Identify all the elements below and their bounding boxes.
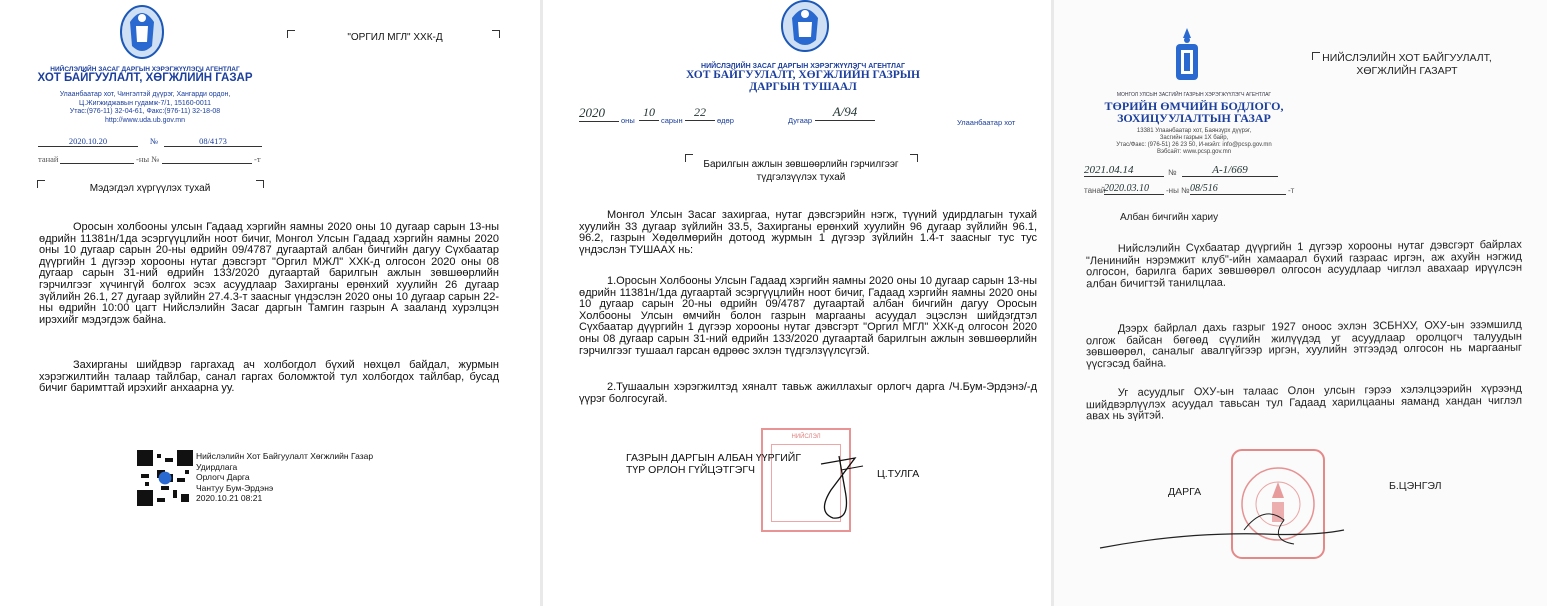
ref-label: танай <box>1084 186 1106 195</box>
number-label: Дугаар <box>788 116 813 125</box>
address-line: Утас:(976-11) 32-04-61, Факс:(976-11) 32-18-08 <box>69 108 221 115</box>
subject-line: Барилгын ажлын зөвшөөрлийн гэрчилгээг <box>703 159 899 170</box>
recipient-line: НИЙСЛЭЛИЙН ХОТ БАЙГУУЛАЛТ, <box>1322 52 1492 64</box>
address-line: Засгийн газрын 1Х байр, <box>1159 135 1229 141</box>
city-emblem-icon <box>118 2 166 60</box>
sig-line: Удирдлага <box>196 461 238 472</box>
doc-date: 2020.10.20 <box>38 136 138 147</box>
stamp-text: НИЙСЛЭЛ <box>791 434 821 440</box>
day-label: өдөр <box>717 116 734 125</box>
order-year: 2020 <box>579 105 619 122</box>
reg-line <box>38 136 264 147</box>
e-signature-block <box>196 451 373 504</box>
sig-line: 2020.10.21 08:21 <box>196 493 263 504</box>
address-line: Улаанбаатар хот, Чингэлтэй дүүрэг, Хангарди ордон, <box>59 91 231 98</box>
signer-title: ДАРГА <box>1168 486 1202 498</box>
number-label: № <box>150 136 159 146</box>
body-paragraph-2: Захирганы шийдвэр гаргахад ач холбогдол бүхий нөхцөл байдал, журмын хэрэгжилтийн талаар тайлбар, санал гаргах боломжтой тул холбогдох тайлбар, бусад бичиг баримттай ирэхийг анхаарна уу. <box>39 359 499 395</box>
number-label: № <box>1168 168 1177 177</box>
national-emblem-icon <box>1170 26 1204 84</box>
subject: Мэдэгдэл хүргүүлэх тухай <box>89 183 211 194</box>
body-paragraph-3: Уг асуудлыг ОХУ-ын талаас Олон улсын гэрээ хэлэлцээрийн хүрээнд шийдвэрлүүлэх асуудал тавьсан тул Гадаад харилцааны яаманд хандан чиглэл авах нь зүйтэй. <box>1085 382 1523 423</box>
ministry-small-label: МОНГОЛ УЛСЫН ЗАСГИЙН ГАЗРЫН ХЭРЭГЖҮҮЛЭГЧ АГЕНТЛАГ <box>1116 92 1272 98</box>
reg-line <box>1084 164 1294 178</box>
signer-title-line: ТҮР ОРЛОН ГҮЙЦЭТГЭГЧ <box>626 464 756 476</box>
doc-number: 08/4173 <box>164 136 262 147</box>
ref-date: 2020.03.10 <box>1104 183 1164 195</box>
signer-title <box>626 452 801 476</box>
year-label: оны <box>621 116 635 125</box>
recipient: "ОРГИЛ МГЛ" ХХК-Д <box>347 32 443 43</box>
signer-name: Б.ЦЭНГЭЛ <box>1389 480 1442 492</box>
signer-title-line: ГАЗРЫН ДАРГЫН АЛБАН ҮҮРГИЙГ <box>626 452 802 464</box>
ref-number-blank <box>162 154 252 164</box>
ref-number: 08/516 <box>1190 183 1286 195</box>
agency-title-line: ТӨРИЙН ӨМЧИЙН БОДЛОГО, <box>1104 99 1284 113</box>
address-line: Вэбсайт: www.pcsp.gov.mn <box>1156 149 1232 155</box>
address-line: Утас/Факс: (976-51) 26 23 50, И-мэйл: info@pcsp.gov.mn <box>1116 142 1272 148</box>
agency-title: ХОТ БАЙГУУЛАЛТ, ХӨГЖЛИЙН ГАЗАР <box>37 72 253 84</box>
document-page-3 <box>1054 0 1547 606</box>
address-line: Ц.Жигжиджавын гудамж-7/1, 15160-0011 <box>79 99 211 107</box>
address-line: http://www.uda.ub.gov.mn <box>104 116 186 124</box>
order-heading: ДАРГЫН ТУШААЛ <box>749 81 857 93</box>
ref-number-label: -ны № <box>1166 186 1190 195</box>
recipient <box>1312 52 1502 78</box>
sig-line: Нийслэлийн Хот Байгуулалт Хөгжлийн Газар <box>196 451 374 461</box>
ref-suffix: -т <box>1288 186 1295 195</box>
city-emblem-icon <box>779 0 831 54</box>
order-item-2: 2.Тушаалын хэрэгжилтэд хяналт тавьж ажиллахыг орлогч дарга /Ч.Бум-Эрдэнэ/-д үүрэг болгосугай. <box>579 381 1037 405</box>
document-page-2 <box>543 0 1051 606</box>
ref-number-label: -ны № <box>136 154 160 164</box>
order-preamble: Монгол Улсын Засаг захиргаа, нутаг дэвсгэрийн нэгж, түүний удирдлагын тухай хуулийн 33 дугаар зүйлийн 33.5, Захирганы ерөнхий хуулийн 96 дугаар зүйлийн 96.1, 96.2, газрын Хөдөлмөрийн дотоод журмын 1 дүгээр зүйлийн 1.4-т заасныг тус тус үндэслэн ТУШААХ нь: <box>579 209 1037 256</box>
order-date-line <box>579 104 1049 128</box>
ref-date-blank <box>60 154 134 164</box>
ref-line <box>38 154 264 165</box>
subject: Албан бичгийн хариу <box>1120 212 1219 223</box>
handwritten-signature <box>811 450 871 524</box>
sig-line: Чантуу Бум-Эрдэнэ <box>196 482 274 493</box>
doc-number: А-1/669 <box>1182 164 1278 177</box>
signer-name: Ц.ТУЛГА <box>877 468 920 480</box>
body-paragraph-1: Оросын холбооны улсын Гадаад хэргийн яамны 2020 оны 10 дугаар сарын 13-ны өдрийн 11381н/1да эсэргүүцлийн ноот бичиг, Монгол Улсын Гадаад хэргийн яамны 2020 оны 10 дугаар сарын 20-ны өдрийн 09/4787 дугаартай албан бичгийн дагуу Сүхбаатар дүүргийн 1 дүгээр хорооны нутаг дэвсгэрт "Оргил МЖЛ" ХХК-д олгосон 2020 оны 08 дугаар сарын 31-ний өдрийн 133/2020 дугаартай барилгын ажлын зөвшөөрлийн гэрчилгээг хүчингүй болгох эсэх асуудлаар Захирганы ерөнхий хуулийн 26 дугаар зүйлийн 26.1, 27 дугаар зүйлийн 27.4.3-т заасныг үндэслэн 2020 оны 10 дугаар сарын 22-ны өдрийн 10:00 цагт Нийслэлийн Засаг даргын Тамгин газрын А зааланд хурэлцэн ирэхийг мэдэгдэж байна. <box>39 221 499 326</box>
agency-title-line: ЗОХИЦУУЛАЛТЫН ГАЗАР <box>1117 111 1271 125</box>
order-subject <box>683 158 919 184</box>
subject-line: түдгэлзүүлэх тухай <box>756 172 846 183</box>
address-line: 13381 Улаанбаатар хот, Баянзүрх дүүрэг, <box>1136 128 1252 134</box>
recipient-line: ХӨГЖЛИЙН ГАЗАРТ <box>1356 65 1458 77</box>
ref-line <box>1084 183 1304 197</box>
order-number: А/94 <box>815 104 875 121</box>
ref-label: танай <box>38 154 59 164</box>
agency-small-label: НИЙСЛЭЛИЙН ЗАСАГ ДАРГЫН ХЭРЭГЖҮҮЛЭГЧ АГЕНТЛАГ <box>50 66 240 73</box>
order-city: Улаанбаатар хот <box>957 118 1016 127</box>
doc-date: 2021.04.14 <box>1084 164 1164 177</box>
order-month: 10 <box>639 105 659 121</box>
body-paragraph-1: Нийслэлийн Сүхбаатар дүүргийн 1 дүгээр хорооны нутаг дэвсгэрт байрлах "Ленинийн нэрэмжит клуб"-ийн хамаарал бүхий газраас иргэн, аж ахуйн нэгжид олгосон, барилга барих зөвшөөрөл олгосон асуудлаар чиглэл авахаар ирүүлсэн албан бичигтэй танилцлаа. <box>1085 238 1523 291</box>
ref-suffix: -т <box>254 154 261 164</box>
order-item-1: 1.Оросын Холбооны Улсын Гадаад хэргийн яамны 2020 оны 10 дугаар сарын 13-ны өдрийн 11381н/1да дугаартай эсэргүүцлийн ноот бичиг, Гадаад хэргийн яамны 2020 оны 10 дугаар сарын 20-ны өдрийн 09/4787 дугаартай албан бичгийн дагуу Оросын Холбооны Улсын өмчийн болон газрын маргааны асуудал эцэслэн шийдэгдтэл Сүхбаатар дүүргийн 1 дүгээр хорооны нутаг дэвсгэрт "Оргил МГЛ" ХХК-д олгосон 2020 оны 08 дугаар сарын 31-ний өдрийн 133/2020 дугаартай барилгын ажлын зөвшөөрлийн гэрчилгээг тушаал гарсан өдрөөс эхлэн түдгэлзүүлсүгэй. <box>579 275 1037 357</box>
handwritten-signature <box>1094 500 1354 560</box>
month-label: сарын <box>661 116 683 125</box>
body-paragraph-2: Дээрх байрлал дахь газрыг 1927 оноос эхлэн ЗСБНХУ, ОХУ-ын эзэмшилд олгож байсан бөгөөд сүүлийн жилүүдэд уг асуудлаар оролцогч талуудын зөвшөөрөл, саналыг авалгүйгээр иргэн, хуулийн этгээдэд олгосон нь маргааныг үүсгэсэд байна. <box>1085 318 1523 371</box>
qr-code-icon <box>137 450 193 506</box>
agency-address <box>20 91 270 125</box>
document-page-1 <box>0 0 540 606</box>
agency-small-label: НИЙСЛЭЛИЙН ЗАСАГ ДАРГЫН ХЭРЭГЖҮҮЛЭГЧ АГЕНТЛАГ <box>701 63 905 70</box>
sig-line: Орлогч Дарга <box>196 472 250 483</box>
agency-title: ХОТ БАЙГУУЛАЛТ, ХӨГЖЛИЙН ГАЗРЫН <box>686 69 920 81</box>
order-day: 22 <box>685 105 715 121</box>
agency-title <box>1074 100 1314 124</box>
agency-address <box>1074 128 1314 156</box>
